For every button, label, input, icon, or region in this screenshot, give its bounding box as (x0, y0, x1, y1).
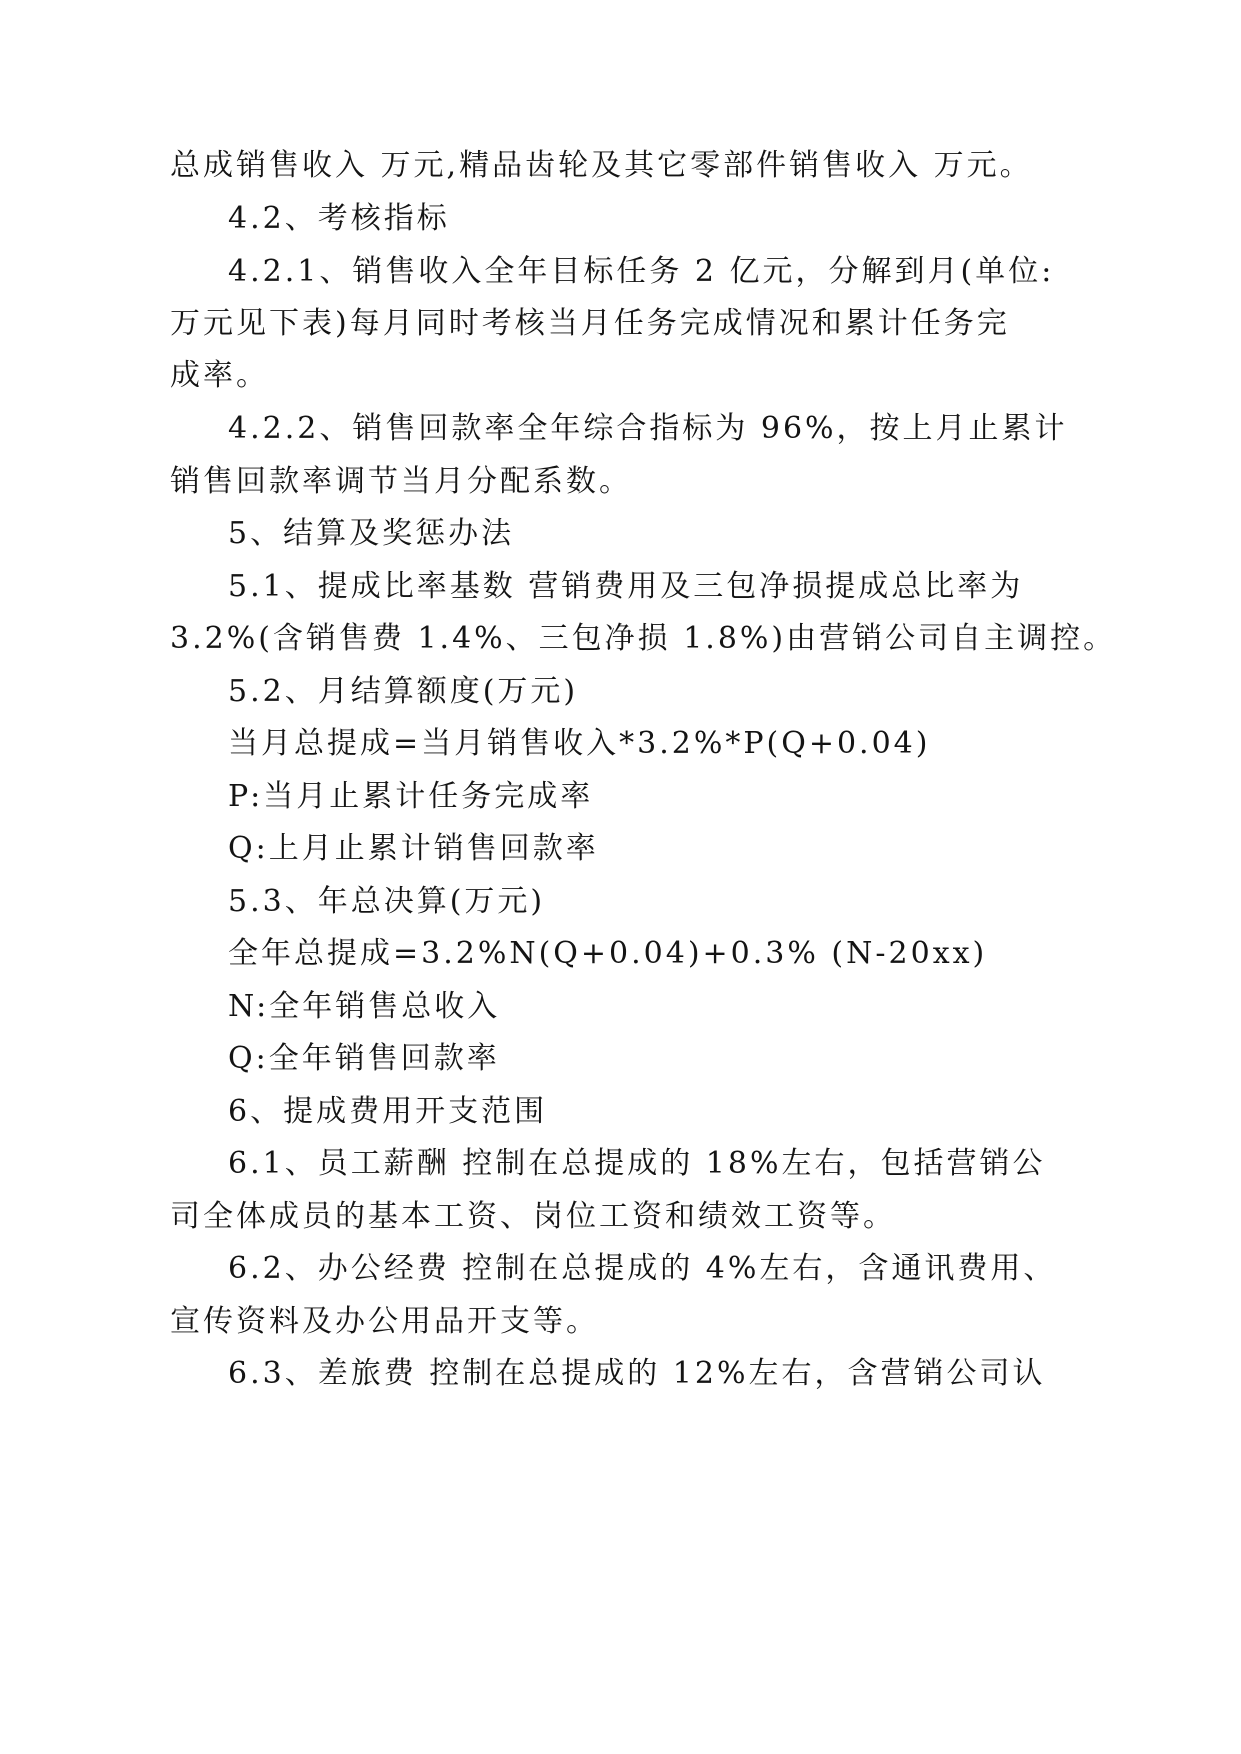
text-line: 总成销售收入 万元,精品齿轮及其它零部件销售收入 万元。 (170, 148, 1033, 183)
section-heading: 5.2、月结算额度(万元) (228, 674, 579, 709)
text-line: 万元见下表)每月同时考核当月任务完成情况和累计任务完 (170, 306, 1010, 341)
text-line: 成率。 (170, 358, 269, 393)
section-heading: 4.2、考核指标 (228, 201, 450, 236)
formula-line: 全年总提成=3.2%N(Q+0.04)+0.3% (N-20xx) (228, 936, 988, 971)
section-heading: 6、提成费用开支范围 (228, 1094, 548, 1129)
formula-definition: N:全年销售总收入 (228, 989, 501, 1024)
formula-definition: Q:全年销售回款率 (228, 1041, 500, 1076)
text-line: 6.1、员工薪酬 控制在总提成的 18%左右，包括营销公 (228, 1146, 1046, 1181)
text-line: 4.2.1、销售收入全年目标任务 2 亿元，分解到月(单位: (228, 254, 1055, 289)
formula-definition: Q:上月止累计销售回款率 (228, 831, 599, 866)
text-line: 6.2、办公经费 控制在总提成的 4%左右，含通讯费用、 (228, 1251, 1057, 1286)
formula-line: 当月总提成=当月销售收入*3.2%*P(Q+0.04) (228, 726, 931, 761)
text-line: 宣传资料及办公用品开支等。 (170, 1304, 599, 1339)
text-line: 司全体成员的基本工资、岗位工资和绩效工资等。 (170, 1199, 896, 1234)
text-line: 4.2.2、销售回款率全年综合指标为 96%，按上月止累计 (228, 411, 1068, 446)
text-line: 3.2%(含销售费 1.4%、三包净损 1.8%)由营销公司自主调控。 (170, 621, 1117, 656)
text-line: 5.1、提成比率基数 营销费用及三包净损提成总比率为 (228, 569, 1024, 604)
text-line: 6.3、差旅费 控制在总提成的 12%左右，含营销公司认 (228, 1356, 1046, 1391)
text-line: 销售回款率调节当月分配系数。 (170, 464, 632, 499)
section-heading: 5.3、年总决算(万元) (228, 884, 546, 919)
section-heading: 5、结算及奖惩办法 (228, 516, 515, 551)
formula-definition: P:当月止累计任务完成率 (228, 779, 594, 814)
